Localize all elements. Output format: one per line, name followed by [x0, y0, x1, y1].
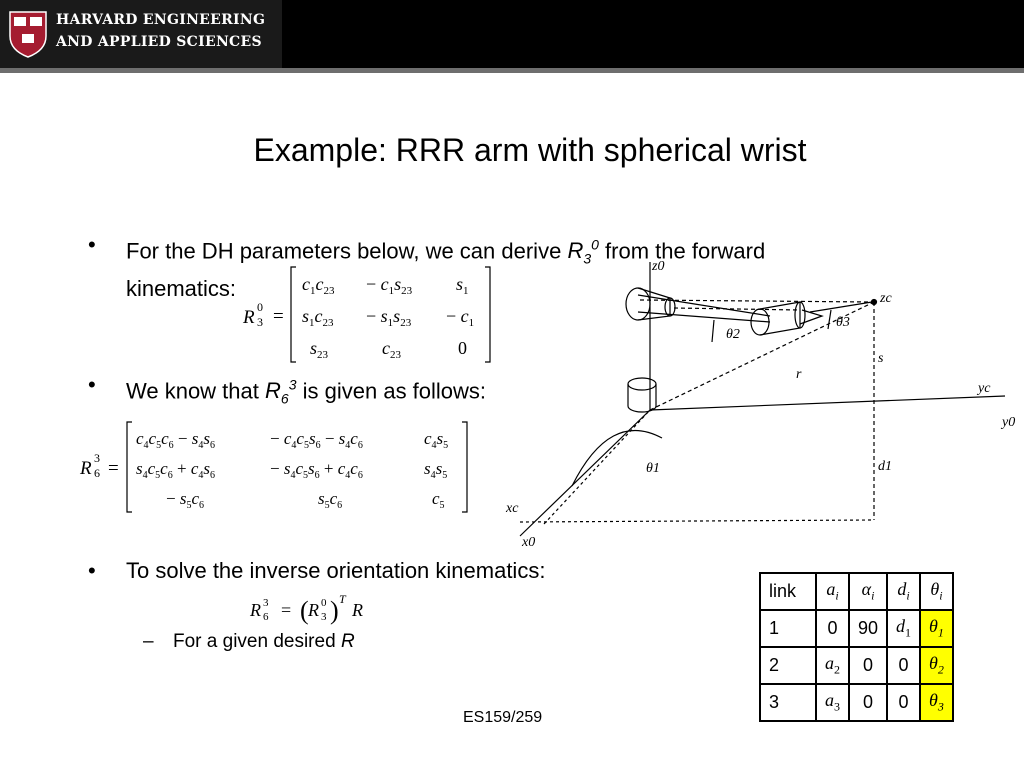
- svg-text:− c4c5s6 − s4c6: − $c_4c_5s_6 - s_4c_6$: [270, 429, 363, 451]
- r63-lhs: R: [80, 458, 92, 479]
- header-bar: [0, 0, 1024, 68]
- rrr-arm-diagram: [500, 250, 1024, 560]
- header-d: $d_i$: [887, 573, 920, 610]
- svg-text:6: 6: [94, 466, 100, 480]
- table-header-row: [760, 573, 953, 610]
- base-joint: [628, 378, 656, 390]
- bullet-2-symbol: $R_6^3$: [265, 377, 297, 407]
- sub-bullet: [143, 631, 355, 653]
- link-2: [638, 295, 770, 316]
- slide-footer: ES159/259: [463, 709, 543, 726]
- svg-text:6: 6: [263, 611, 269, 623]
- svg-text:T: T: [339, 592, 346, 606]
- svg-text:R: R: [352, 600, 363, 620]
- svg-text:d1: d1: [878, 459, 892, 474]
- bullet-dot: •: [88, 372, 96, 397]
- svg-text:zc: zc: [880, 291, 892, 306]
- svg-text:s4s5: $s_4s_5$: [424, 459, 448, 481]
- bullet-2-text: We know that: [126, 378, 259, 404]
- svg-text:0: 0: [458, 338, 467, 358]
- svg-text:s4c5c6 + c4s6: $s_4c_5c_6 + c_4s_6$: [136, 459, 215, 481]
- svg-text:=: =: [108, 458, 119, 479]
- svg-text:s23: $s_{23}$: [310, 338, 329, 361]
- theta-cell-highlighted: $\theta_3$: [920, 684, 953, 721]
- r63-equation: [78, 418, 478, 518]
- svg-text:c4c5c6 − s4s6: $c_4c_5c_6 - s_4s_6$: [136, 429, 215, 451]
- svg-text:s: s: [878, 351, 884, 366]
- svg-text:c4s5: $c_4s_5$: [424, 429, 449, 451]
- header-theta: $\theta_i$: [920, 573, 953, 610]
- svg-text:=: =: [273, 306, 284, 327]
- x0-axis: [520, 410, 650, 536]
- bullet-3-text: To solve the inverse orientation kinematics:: [126, 558, 546, 583]
- inverse-equation: [248, 592, 388, 628]
- svg-text:θ2: θ2: [726, 327, 740, 342]
- header-a: $a_i$: [816, 573, 849, 610]
- bullet-1-rest: from the forward: [605, 238, 766, 264]
- svg-text:z0: z0: [652, 259, 665, 274]
- header-alpha: $\alpha_i$: [849, 573, 887, 610]
- shoulder-joint: [626, 288, 650, 320]
- svg-text:θ3: θ3: [836, 315, 850, 330]
- bullet-2: [88, 370, 487, 414]
- svg-text:y0: y0: [1002, 415, 1016, 430]
- table-row: 1 0 90 $d_1$ $\theta_1$: [760, 610, 953, 647]
- svg-text:s5c6: $s_5c_6$: [318, 489, 343, 511]
- svg-text:0: 0: [257, 300, 263, 314]
- svg-text:x0: x0: [522, 535, 536, 550]
- svg-text:− s4c5s6 + c4c6: − $s_4c_5s_6 + c_4c_6$: [270, 459, 363, 481]
- logo-line-1: HARVARD ENGINEERING: [56, 12, 266, 28]
- svg-text:3: 3: [321, 611, 327, 623]
- diagram-labels: [505, 259, 1015, 550]
- table-row: 3 $a_3$ 0 0 $\theta_3$: [760, 684, 953, 721]
- svg-text:s1c23: $s_1c_{23}$: [302, 306, 334, 329]
- bullet-1-symbol: $R_3^0$: [567, 237, 599, 267]
- dh-parameter-table: [759, 572, 954, 722]
- sub-bullet-dash: –: [143, 631, 154, 652]
- svg-text:R: R: [250, 600, 261, 620]
- svg-text:R: R: [308, 600, 319, 620]
- svg-text:yc: yc: [978, 381, 991, 396]
- r30-matrix-entries: [302, 274, 474, 361]
- svg-text:3: 3: [94, 451, 100, 465]
- r30-equation: [240, 262, 510, 366]
- svg-text:r: r: [796, 367, 802, 382]
- header-link: link: [760, 573, 816, 610]
- svg-text:− c1: − $c_1$: [446, 306, 475, 329]
- svg-text:=: =: [281, 600, 292, 620]
- harvard-logo: [0, 0, 282, 68]
- svg-text:− c1s23: − $c_1s_{23}$: [366, 274, 413, 297]
- sub-bullet-text: For a given desired: [173, 631, 336, 652]
- svg-text:− s5c6: − $s_5c_6$: [166, 489, 205, 511]
- svg-text:): ): [330, 596, 339, 625]
- theta-cell-highlighted: $\theta_2$: [920, 647, 953, 684]
- svg-text:0: 0: [321, 597, 327, 609]
- r63-matrix-entries: [136, 429, 448, 511]
- r30-lhs: R: [243, 307, 255, 328]
- theta-cell-highlighted: $\theta_1$: [920, 610, 953, 647]
- slide-title: Example: RRR arm with spherical wrist: [253, 132, 807, 168]
- theta1-arc: [572, 430, 662, 486]
- svg-text:3: 3: [257, 315, 263, 329]
- svg-text:θ1: θ1: [646, 461, 660, 476]
- svg-text:3: 3: [263, 597, 269, 609]
- theta2-arc: [712, 320, 714, 342]
- bullet-2-rest: is given as follows:: [302, 378, 487, 404]
- bullet-dot: •: [88, 558, 96, 583]
- logo-line-2: AND APPLIED SCIENCES: [56, 34, 262, 50]
- harvard-shield-icon: [8, 10, 48, 58]
- svg-text:c23: $c_{23}$: [382, 338, 401, 361]
- svg-text:(: (: [300, 596, 309, 625]
- bullet-dot: •: [88, 232, 96, 257]
- svg-text:c1c23: $c_1c_{23}$: [302, 274, 335, 297]
- svg-text:− s1s23: − $s_1s_{23}$: [366, 306, 412, 329]
- sub-bullet-symbol: R: [340, 631, 355, 652]
- bullet-1-line2: kinematics:: [126, 275, 237, 301]
- svg-text:xc: xc: [506, 501, 519, 516]
- y0-axis: [650, 396, 1005, 410]
- header-stripe: [0, 68, 1024, 73]
- table-row: 2 $a_2$ 0 0 $\theta_2$: [760, 647, 953, 684]
- bullet-1-text: For the DH parameters below, we can derive: [126, 238, 562, 264]
- theta3-arc: [828, 310, 831, 329]
- svg-text:c5: $c_5$: [432, 489, 445, 511]
- link-3: [810, 302, 872, 312]
- bullet-3: [88, 556, 546, 586]
- svg-text:s1: $s_1$: [456, 274, 469, 297]
